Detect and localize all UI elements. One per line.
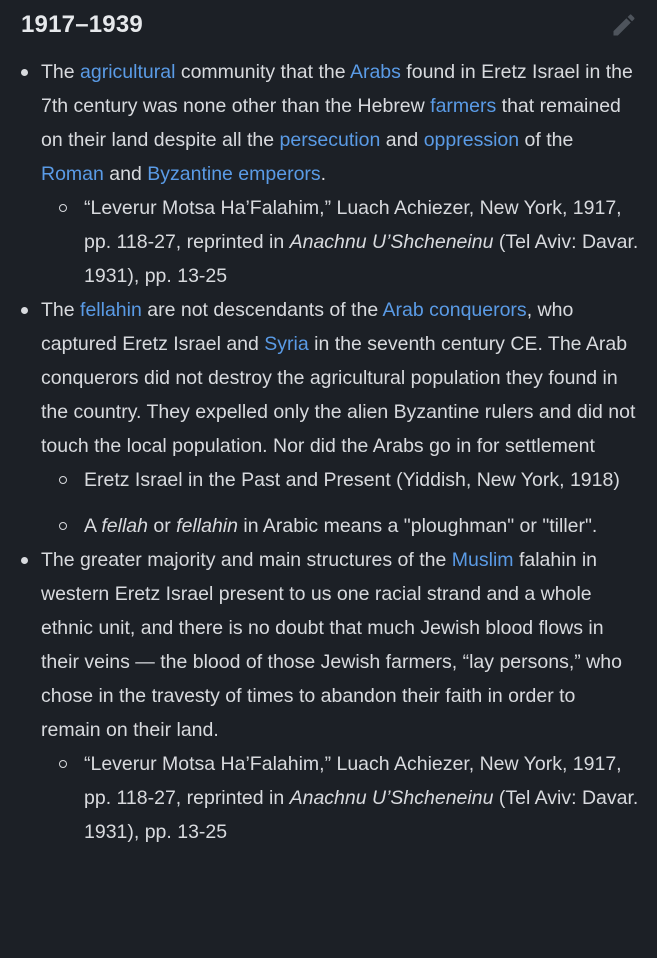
text-link[interactable]: Arab conquerors	[382, 299, 527, 321]
text-run: or	[147, 515, 177, 537]
bullet-list	[0, 55, 657, 849]
text-link[interactable]: persecution	[279, 129, 381, 151]
text-run: in Arabic means a "ploughman" or "tiller".	[237, 515, 598, 537]
text-run: (Tel Aviv: Davar. 1931), pp. 13-25	[84, 231, 639, 287]
sub-bullet-item	[41, 463, 639, 497]
text-run: and	[103, 163, 148, 185]
text-run: , who captured Eretz Israel and	[41, 299, 574, 355]
text-run: .	[320, 163, 327, 185]
italic-text: Anachnu U’Shcheneinu	[289, 231, 494, 253]
text-link[interactable]: fellahin	[80, 299, 142, 321]
text-link[interactable]: farmers	[430, 95, 497, 117]
text-run: found in Eretz Israel in the 7th century was none other than the Hebrew	[41, 61, 633, 117]
text-run: and	[380, 129, 424, 151]
text-run: (Tel Aviv: Davar. 1931), pp. 13-25	[84, 787, 639, 843]
text-link[interactable]: Roman	[41, 163, 104, 185]
text-run: A	[84, 515, 102, 537]
sub-list	[41, 191, 639, 293]
text-link[interactable]: oppression	[423, 129, 520, 151]
sub-bullet-item	[41, 509, 639, 543]
section-title: 1917–1939	[21, 11, 143, 38]
text-run: that remained on their land despite all the	[41, 95, 621, 151]
edit-pencil-icon[interactable]	[610, 11, 638, 39]
text-run: The	[41, 299, 81, 321]
bullet-item	[0, 293, 657, 543]
text-run: in the seventh century CE. The Arab conquerors did not destroy the agricultural population they found in the country. They expelled only the alien Byzantine rulers and did not touch the local population. Nor did the Arabs go in for settlement	[41, 333, 636, 457]
text-link[interactable]: Byzantine emperors	[147, 163, 321, 185]
text-link[interactable]: Muslim	[451, 549, 514, 571]
text-run: Eretz Israel in the Past and Present (Yiddish, New York, 1918)	[84, 469, 620, 491]
text-run: “Leverur Motsa Ha’Falahim,” Luach Achiezer, New York, 1917, pp. 118-27, reprinted in	[84, 197, 622, 253]
text-run: falahin in western Eretz Israel present to us one racial strand and a whole ethnic unit, and there is no doubt that much Jewish blood flows in their veins — the blood of those Jewish farmers, “lay persons,” who chose in the travesty of times to abandon their faith in order to remain on their land.	[41, 549, 622, 741]
italic-text: fellahin	[176, 515, 238, 537]
text-link[interactable]: Arabs	[349, 61, 401, 83]
bullet-item	[0, 543, 657, 849]
italic-text: Anachnu U’Shcheneinu	[289, 787, 494, 809]
sub-list	[41, 747, 639, 849]
text-run: of the	[519, 129, 574, 151]
sub-list	[41, 463, 639, 543]
bullet-item	[0, 55, 657, 293]
text-link[interactable]: Syria	[264, 333, 309, 355]
text-run: “Leverur Motsa Ha’Falahim,” Luach Achiezer, New York, 1917, pp. 118-27, reprinted in	[84, 753, 622, 809]
text-link[interactable]: agricultural	[80, 61, 176, 83]
text-run: community that the	[175, 61, 350, 83]
text-run: The greater majority and main structures of the	[41, 549, 452, 571]
sub-bullet-item	[41, 191, 639, 293]
italic-text: fellah	[101, 515, 148, 537]
text-run: The	[41, 61, 81, 83]
sub-bullet-item	[41, 747, 639, 849]
text-run: are not descendants of the	[141, 299, 383, 321]
